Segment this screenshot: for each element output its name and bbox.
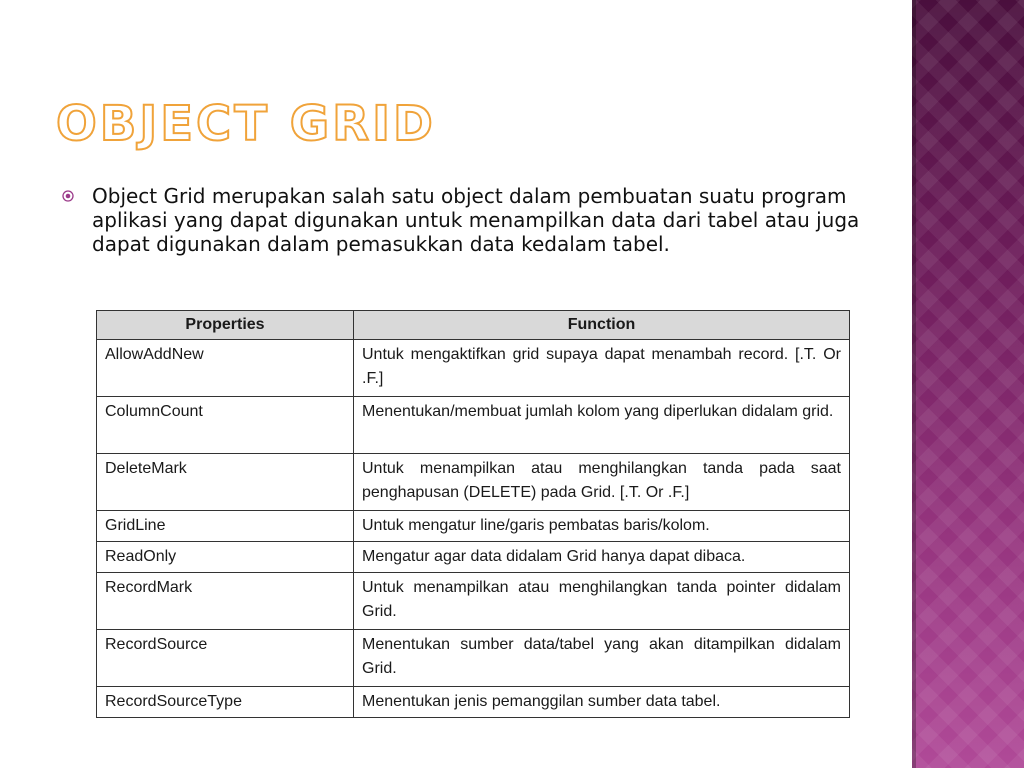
side-band-pattern <box>912 0 1024 768</box>
function-cell: Menentukan sumber data/tabel yang akan ditampilkan didalam Grid. <box>354 630 850 687</box>
table-row <box>97 573 850 630</box>
table-header-row <box>97 311 850 340</box>
header-function: Function <box>354 311 850 340</box>
property-cell: RecordSourceType <box>97 687 354 718</box>
property-cell: RecordSource <box>97 630 354 687</box>
function-cell: Untuk menampilkan atau menghilangkan tanda pada saat penghapusan (DELETE) pada Grid. [.T. Or .F.] <box>354 454 850 511</box>
bullet-text: Object Grid merupakan salah satu object dalam pembuatan suatu program aplikasi yang dapat digunakan untuk menampilkan data dari tabel atau juga dapat digunakan dalam pemasukkan data kedalam tabel. <box>92 184 860 256</box>
table-row <box>97 542 850 573</box>
function-cell: Untuk mengatur line/garis pembatas baris/kolom. <box>354 511 850 542</box>
property-cell: DeleteMark <box>97 454 354 511</box>
properties-table <box>96 310 850 718</box>
decorative-side-band <box>912 0 1024 768</box>
table-row <box>97 454 850 511</box>
function-cell: Mengatur agar data didalam Grid hanya dapat dibaca. <box>354 542 850 573</box>
function-cell: Menentukan jenis pemanggilan sumber data tabel. <box>354 687 850 718</box>
property-cell: GridLine <box>97 511 354 542</box>
table-row <box>97 687 850 718</box>
bullet-point <box>62 184 862 256</box>
function-cell: Untuk menampilkan atau menghilangkan tanda pointer didalam Grid. <box>354 573 850 630</box>
property-cell: RecordMark <box>97 573 354 630</box>
table-row <box>97 630 850 687</box>
function-cell: Untuk mengaktifkan grid supaya dapat menambah record. [.T. Or .F.] <box>354 340 850 397</box>
header-properties: Properties <box>97 311 354 340</box>
table-row <box>97 397 850 454</box>
table-row <box>97 511 850 542</box>
property-cell: ReadOnly <box>97 542 354 573</box>
function-cell: Menentukan/membuat jumlah kolom yang diperlukan didalam grid. <box>354 397 850 454</box>
side-band-edge <box>912 0 916 768</box>
property-cell: ColumnCount <box>97 397 354 454</box>
property-cell: AllowAddNew <box>97 340 354 397</box>
slide-title: OBJECT GRID <box>56 96 436 152</box>
circled-dot-bullet-icon <box>62 190 74 202</box>
table-row <box>97 340 850 397</box>
